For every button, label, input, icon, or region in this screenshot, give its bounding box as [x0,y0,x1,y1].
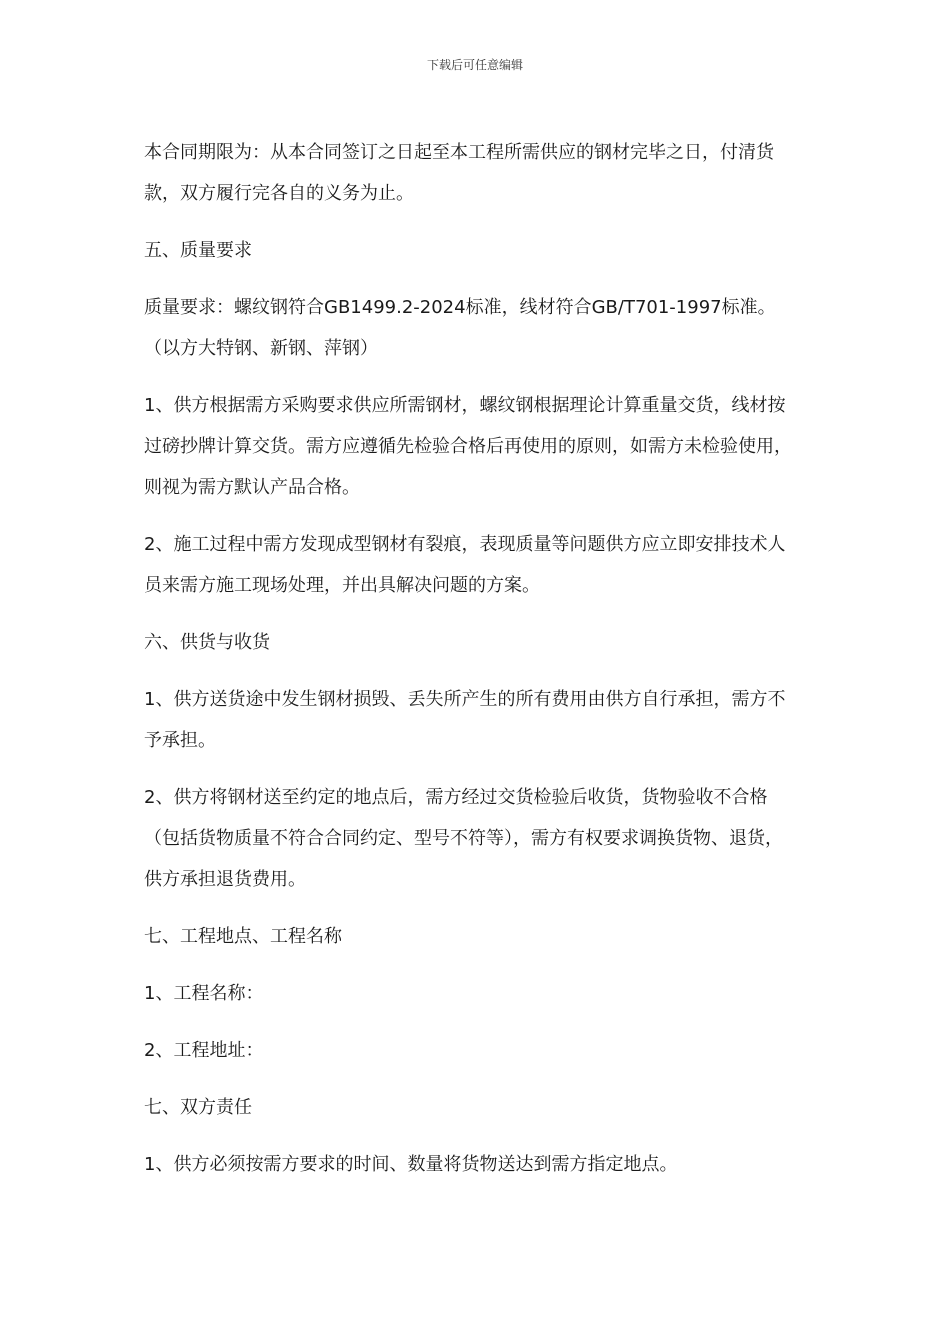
project-address-line: 2、工程地址： [144,1040,264,1061]
section-heading-supply: 六、供货与收货 [144,632,270,653]
document-body [144,132,800,1201]
section-heading-quality: 五、质量要求 [144,240,252,261]
quality-item-1: 1、供方根据需方采购要求供应所需钢材，螺纹钢根据理论计算重量交货，线材按过磅抄牌计算交货。需方应遵循先检验合格后再使用的原则，如需方未检验使用，则视为需方默认产品合格。 [144,395,792,498]
section-heading-duty: 七、双方责任 [144,1097,252,1118]
page-header: 下载后可任意编辑 [426,58,523,72]
quality-item-2: 2、施工过程中需方发现成型钢材有裂痕，表现质量等问题供方应立即安排技术人员来需方施工现场处理，并出具解决问题的方案。 [144,534,786,596]
quality-standard-paragraph: 质量要求：螺纹钢符合GB1499.2-2024标准，线材符合GB/T701-1997标准。（以方大特钢、新钢、萍钢） [144,297,776,359]
contract-term-paragraph: 本合同期限为：从本合同签订之日起至本工程所需供应的钢材完毕之日，付清货款，双方履行完各自的义务为止。 [144,142,774,204]
duty-item-1: 1、供方必须按需方要求的时间、数量将货物送达到需方指定地点。 [144,1154,678,1175]
supply-item-2: 2、供方将钢材送至约定的地点后，需方经过交货检验后收货，货物验收不合格（包括货物质量不符合合同约定、型号不符等），需方有权要求调换货物、退货，供方承担退货费用。 [144,787,783,890]
section-heading-project: 七、工程地点、工程名称 [144,926,342,947]
supply-item-1: 1、供方送货途中发生钢材损毁、丢失所产生的所有费用由供方自行承担，需方不予承担。 [144,689,786,751]
project-name-line: 1、工程名称： [144,983,264,1004]
